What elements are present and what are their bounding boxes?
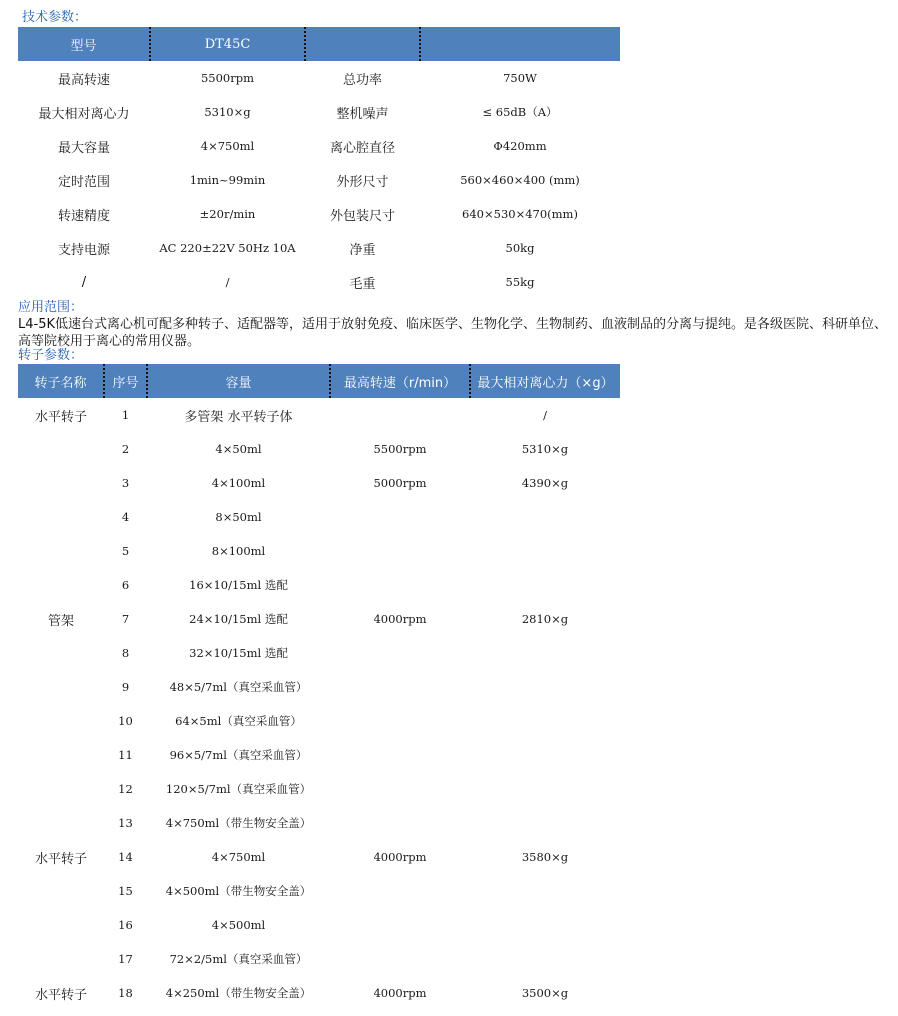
rotor-speed xyxy=(330,398,470,432)
rotor-capacity: 4×250ml（带生物安全盖） xyxy=(165,986,312,1000)
spec-label: 转速精度 xyxy=(57,208,110,224)
rotor-row xyxy=(18,738,620,772)
rotor-capacity: 4×750ml（带生物安全盖） xyxy=(165,816,312,830)
rotor-rcf: 5310×g xyxy=(521,442,569,456)
rotor-capacity: 多管架 水平转子体 xyxy=(184,409,293,425)
rotor-rcf: 3500×g xyxy=(521,986,569,1000)
rotor-capacity: 72×2/5ml（真空采血管） xyxy=(169,952,308,966)
application-heading: 应用范围： xyxy=(18,300,84,315)
rotor-capacity: 4×750ml xyxy=(211,850,266,864)
rotor-rcf: 2810×g xyxy=(521,612,569,626)
rotor-index: 9 xyxy=(121,680,130,694)
rotor-speed: 4000rpm xyxy=(373,986,427,1000)
spec-value: ±20r/min xyxy=(199,207,256,221)
spec-header-cell: DT45C xyxy=(150,27,305,61)
rotor-capacity: 4×50ml xyxy=(215,442,262,456)
rotor-index: 11 xyxy=(118,748,133,762)
spec-label: 外形尺寸 xyxy=(336,174,389,190)
spec-value: AC 220±22V 50Hz 10A xyxy=(159,241,296,255)
spec-row xyxy=(18,129,620,163)
rotor-index: 12 xyxy=(118,782,133,796)
spec-row xyxy=(18,95,620,129)
rotor-params-heading: 转子参数： xyxy=(18,348,84,363)
rotor-rcf: / xyxy=(543,408,547,422)
rotor-capacity: 4×100ml xyxy=(211,476,266,490)
spec-label: 毛重 xyxy=(349,276,376,292)
spec-value: 5310×g xyxy=(204,105,251,119)
rotor-capacity: 8×100ml xyxy=(211,544,266,558)
rotor-name: 水平转子 xyxy=(34,987,87,1003)
rotor-capacity: 120×5/7ml（真空采血管） xyxy=(165,782,312,796)
spec-header-row xyxy=(18,27,620,61)
rotor-header-cell: 转子名称 xyxy=(18,364,104,398)
rotor-row xyxy=(18,432,620,466)
rotor-name: 水平转子 xyxy=(34,851,87,867)
rotor-name: 水平转子 xyxy=(34,409,87,425)
spec-label: 定时范围 xyxy=(57,174,110,190)
spec-row xyxy=(18,163,620,197)
rotor-index: 14 xyxy=(118,850,133,864)
spec-value: 5500rpm xyxy=(200,71,255,85)
rotor-speed: 5000rpm xyxy=(373,476,427,490)
rotor-capacity: 48×5/7ml（真空采血管） xyxy=(169,680,308,694)
spec-label: / xyxy=(81,274,87,290)
spec-label: 总功率 xyxy=(342,72,382,88)
tech-params-heading: 技术参数： xyxy=(22,10,88,25)
spec-value: 640×530×470(mm) xyxy=(462,207,578,221)
rotor-rcf: 3580×g xyxy=(521,850,569,864)
rotor-index: 16 xyxy=(118,918,133,932)
rotor-speed: 4000rpm xyxy=(373,850,427,864)
rotor-table xyxy=(18,364,620,1010)
rotor-capacity: 8×50ml xyxy=(215,510,262,524)
rotor-speed: 5500rpm xyxy=(373,442,427,456)
rotor-row xyxy=(18,398,620,432)
rotor-index: 10 xyxy=(118,714,133,728)
spec-value: 50kg xyxy=(505,241,535,255)
rotor-index: 5 xyxy=(121,544,130,558)
spec-label: 最高转速 xyxy=(57,72,110,88)
rotor-header-cell: 容量 xyxy=(147,364,330,398)
spec-row xyxy=(18,61,620,95)
rotor-index: 18 xyxy=(118,986,133,1000)
rotor-index: 4 xyxy=(121,510,130,524)
spec-value: 560×460×400 (mm) xyxy=(460,173,580,187)
rotor-header-row xyxy=(18,364,620,398)
rotor-index: 15 xyxy=(118,884,133,898)
rotor-index: 17 xyxy=(118,952,133,966)
spec-value: 1min~99min xyxy=(189,173,266,187)
rotor-speed: 4000rpm xyxy=(373,612,427,626)
rotor-capacity: 32×10/15ml 选配 xyxy=(189,646,288,660)
rotor-capacity: 16×10/15ml 选配 xyxy=(189,578,288,592)
rotor-index: 1 xyxy=(121,408,130,422)
spec-label: 最大容量 xyxy=(57,140,110,156)
spec-value: ≤ 65dB（A） xyxy=(482,105,558,119)
spec-label: 净重 xyxy=(349,242,376,258)
rotor-capacity: 4×500ml xyxy=(211,918,266,932)
rotor-row xyxy=(18,466,620,500)
application-text: L4-5K低速台式离心机可配多种转子、适配器等，适用于放射免疫、临床医学、生物化学、生物制药、血液制品的分离与提纯。是各级医院、科研单位、高等院校用于离心的常用仪器。 xyxy=(18,317,888,349)
rotor-index: 2 xyxy=(121,442,130,456)
rotor-capacity: 24×10/15ml 选配 xyxy=(189,612,288,626)
rotor-header-cell: 序号 xyxy=(104,364,147,398)
rotor-row xyxy=(18,976,620,1010)
rotor-name xyxy=(18,432,104,466)
rotor-name: 管架 xyxy=(47,613,74,629)
spec-label: 最大相对离心力 xyxy=(38,106,130,122)
rotor-index: 13 xyxy=(118,816,133,830)
spec-value: 55kg xyxy=(505,275,535,289)
spec-header-cell xyxy=(420,27,620,61)
rotor-name xyxy=(18,466,104,500)
spec-row xyxy=(18,265,620,299)
spec-table xyxy=(18,27,620,299)
rotor-header-cell: 最大相对离心力（×g） xyxy=(470,364,620,398)
spec-value: / xyxy=(225,275,230,289)
spec-row xyxy=(18,197,620,231)
rotor-index: 3 xyxy=(121,476,130,490)
rotor-index: 7 xyxy=(121,612,130,626)
spec-label: 整机噪声 xyxy=(336,106,389,122)
spec-label: 外包装尺寸 xyxy=(329,208,395,224)
rotor-row xyxy=(18,500,620,534)
rotor-capacity: 64×5ml（真空采血管） xyxy=(175,714,302,728)
rotor-index: 6 xyxy=(121,578,130,592)
spec-label: 离心腔直径 xyxy=(329,140,395,156)
rotor-capacity: 4×500ml（带生物安全盖） xyxy=(165,884,312,898)
rotor-rcf: 4390×g xyxy=(521,476,569,490)
rotor-header-cell: 最高转速（r/min） xyxy=(330,364,470,398)
spec-value: 750W xyxy=(503,71,537,85)
spec-header-cell: 型号 xyxy=(18,27,150,61)
spec-header-cell xyxy=(305,27,420,61)
spec-value: 4×750ml xyxy=(200,139,255,153)
spec-row xyxy=(18,231,620,265)
spec-value: Φ420mm xyxy=(493,139,547,153)
rotor-capacity: 96×5/7ml（真空采血管） xyxy=(169,748,308,762)
rotor-index: 8 xyxy=(121,646,130,660)
spec-label: 支持电源 xyxy=(57,242,110,258)
